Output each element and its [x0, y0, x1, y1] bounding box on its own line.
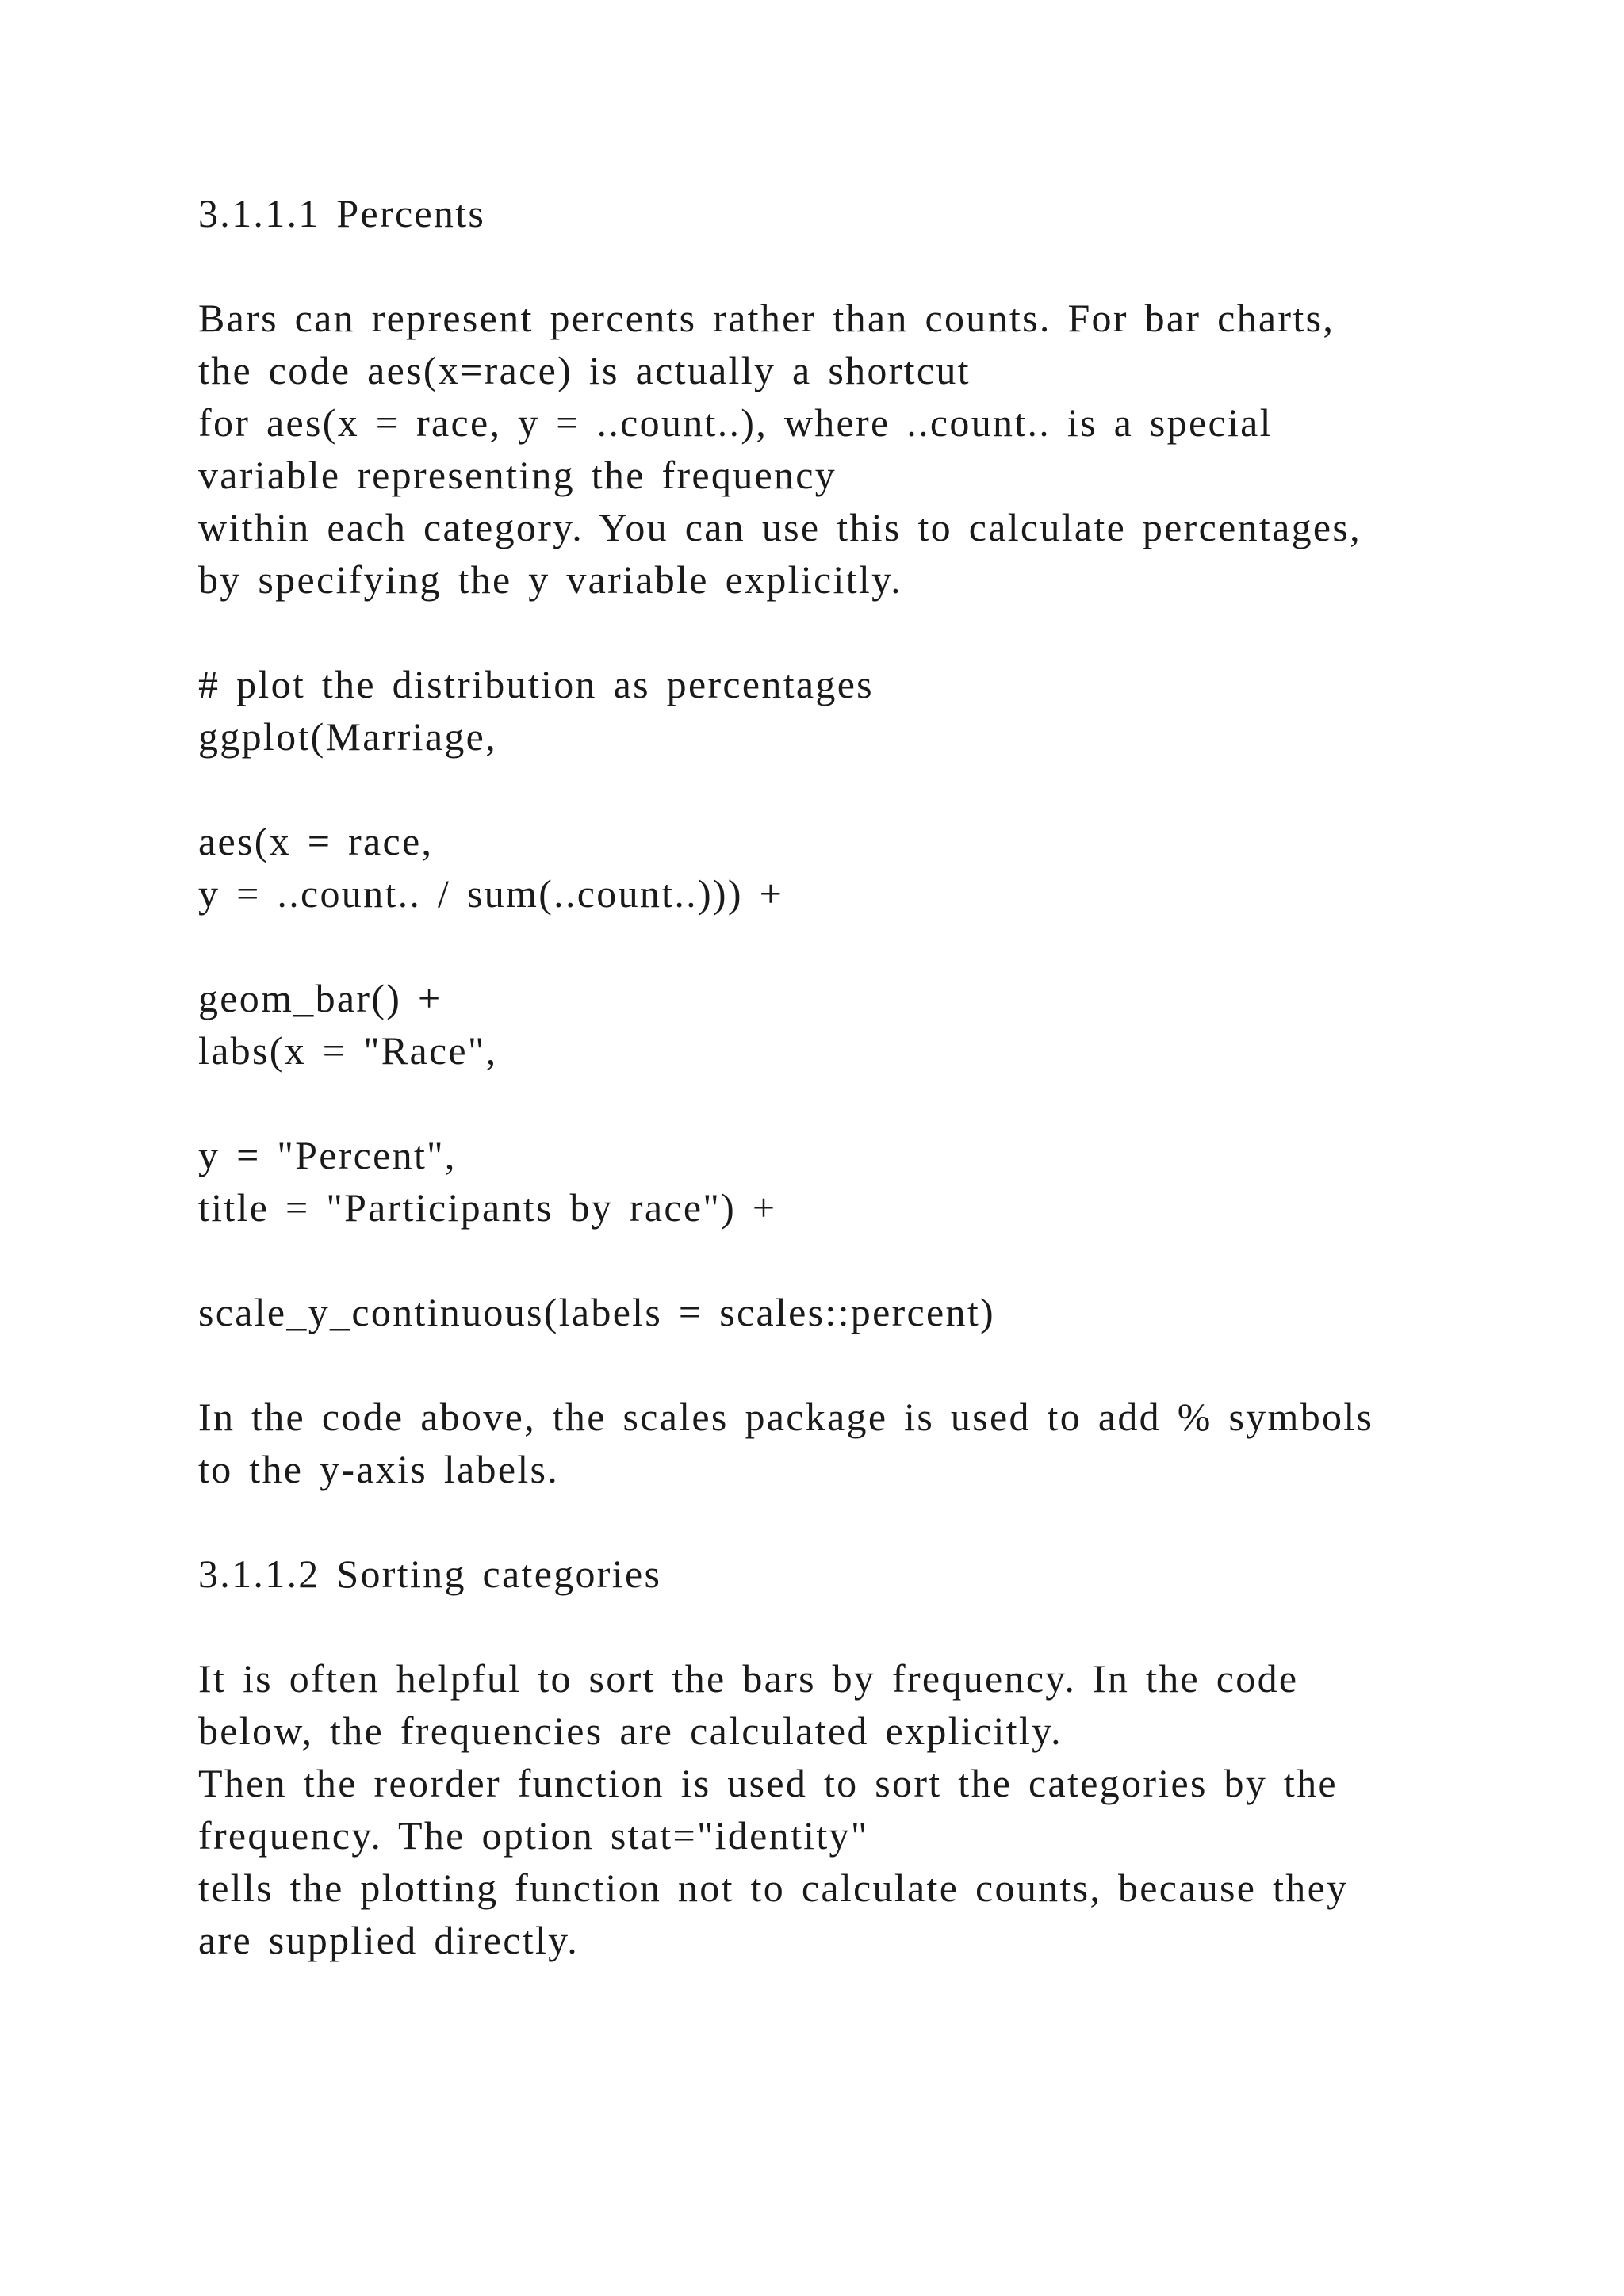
text-line: below, the frequencies are calculated explicitly.: [198, 1709, 1063, 1753]
text-line: by specifying the y variable explicitly.: [198, 557, 902, 602]
text-line: Then the reorder function is used to sort the categories by the: [198, 1761, 1338, 1805]
section-heading-sorting: 3.1.1.2 Sorting categories: [198, 1552, 662, 1596]
section-heading-percents: 3.1.1.1 Percents: [198, 191, 486, 235]
spacer: [198, 763, 1467, 815]
code-line: # plot the distribution as percentages: [198, 662, 874, 706]
paragraph-percents-outro: [198, 1391, 1467, 1495]
code-block-1: [198, 658, 1467, 763]
spacer: [198, 239, 1467, 292]
code-line: y = "Percent",: [198, 1133, 457, 1177]
text-line: frequency. The option stat="identity": [198, 1813, 869, 1858]
text-line: tells the plotting function not to calculate counts, because they: [198, 1866, 1349, 1910]
paragraph-percents-intro: [198, 292, 1467, 606]
code-block-4: [198, 1129, 1467, 1234]
text-line: to the y-axis labels.: [198, 1447, 560, 1491]
code-block-3: [198, 972, 1467, 1077]
text-line: Bars can represent percents rather than counts. For bar charts,: [198, 296, 1335, 340]
text-line: the code aes(x=race) is actually a shortcut: [198, 348, 971, 392]
spacer: [198, 920, 1467, 972]
text-line: within each category. You can use this to calculate percentages,: [198, 505, 1362, 549]
spacer: [198, 606, 1467, 658]
code-block-2: [198, 815, 1467, 920]
text-line: variable representing the frequency: [198, 453, 837, 497]
paragraph-sorting-intro: [198, 1652, 1467, 1966]
spacer: [198, 1338, 1467, 1391]
text-line: It is often helpful to sort the bars by frequency. In the code: [198, 1656, 1299, 1701]
code-line: ggplot(Marriage,: [198, 714, 497, 759]
spacer: [198, 1600, 1467, 1652]
code-line: y = ..count.. / sum(..count..))) +: [198, 871, 784, 916]
code-line: aes(x = race,: [198, 819, 434, 863]
text-line: In the code above, the scales package is used to add % symbols: [198, 1395, 1374, 1439]
code-block-5: [198, 1286, 1467, 1338]
spacer: [198, 1077, 1467, 1129]
code-line: scale_y_continuous(labels = scales::percent): [198, 1290, 995, 1334]
text-line: are supplied directly.: [198, 1918, 580, 1962]
code-line: title = "Participants by race") +: [198, 1185, 777, 1230]
code-line: labs(x = "Race",: [198, 1028, 498, 1073]
document-page: [198, 187, 1467, 1966]
spacer: [198, 1234, 1467, 1286]
text-line: for aes(x = race, y = ..count..), where ..count.. is a special: [198, 400, 1273, 445]
code-line: geom_bar() +: [198, 976, 442, 1020]
spacer: [198, 1495, 1467, 1548]
